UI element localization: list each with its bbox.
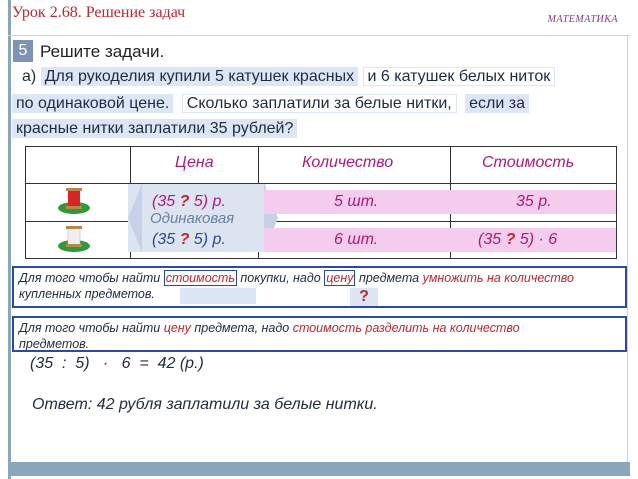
problem-part-red-cost: красные нитки заплатили 35 рублей?: [12, 119, 297, 138]
problem-line-2: [12, 95, 529, 113]
row1-quantity: 5 шт.: [334, 193, 379, 210]
solution-formula: (35 : 5) · 6 = 42 (р.): [30, 355, 204, 372]
row2-quantity: 6 шт.: [334, 231, 379, 248]
row1-price-question-mark: ?: [179, 193, 190, 210]
white-spool-icon: [57, 224, 91, 252]
row1-cost: 35 р.: [516, 193, 552, 210]
subject-label: МАТЕМАТИКА: [547, 14, 618, 25]
rule-note-price: Для того чтобы найти цену предмета, надо стоимость разделить на количество предметов.: [12, 316, 627, 352]
problem-question: Сколько заплатили за белые нитки,: [182, 94, 457, 113]
row2-highlight: [264, 228, 616, 252]
lesson-title: Урок 2.68. Решение задач: [12, 4, 186, 21]
row2-price: (35 ? 5) р.: [152, 231, 226, 248]
header-quantity: Количество: [302, 154, 394, 171]
red-spool-icon: [57, 186, 91, 214]
task-title: Решите задачи.: [40, 42, 165, 61]
frame-bottom-bar: [8, 462, 630, 476]
task-number-badge: 5: [13, 40, 33, 62]
answer-text: Ответ: 42 рубля заплатили за белые нитки.: [32, 396, 378, 413]
row2-cost: (35 ? 5) · 6: [478, 231, 558, 248]
frame-left-bar: [8, 0, 11, 479]
problem-line-3: [12, 120, 297, 138]
header-cost: Стоимость: [482, 154, 575, 171]
problem-line-1: [22, 68, 555, 86]
rule-note-cost: Для того чтобы найти стоимость покупки, надо цену предмета умножить на количество купленных предметов.: [12, 266, 627, 308]
note-question-mark: ?: [350, 288, 378, 306]
row1-highlight: [264, 190, 616, 214]
problem-part-if: если за: [465, 94, 529, 113]
problem-part-white-spools: и 6 катушек белых ниток: [363, 67, 556, 86]
problem-part-red-spools: Для рукоделия купили 5 катушек красных: [41, 67, 358, 86]
problem-label: а): [22, 68, 37, 85]
row2-price-question-mark: ?: [179, 231, 190, 248]
note-blank-highlight: [180, 288, 256, 304]
header-price: Цена: [175, 154, 214, 171]
row2-cost-question-mark: ?: [505, 231, 516, 248]
frame-right-line: [627, 36, 628, 462]
problem-part-same-price: по одинаковой цене.: [12, 94, 173, 113]
same-price-label: Одинаковая: [150, 210, 235, 227]
row1-price: (35 ? 5) р.: [152, 193, 226, 210]
frame-top-line: [8, 35, 630, 36]
